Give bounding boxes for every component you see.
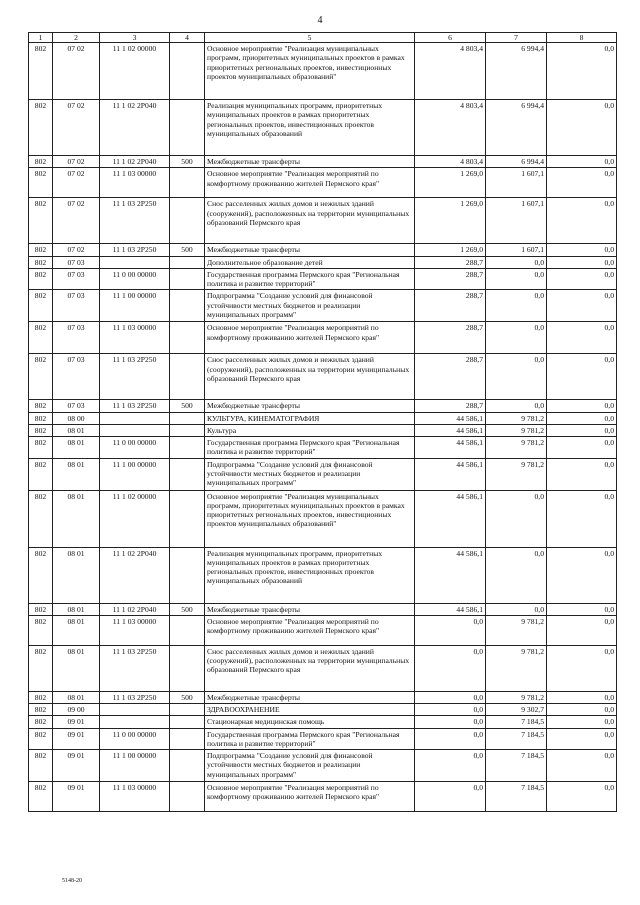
table-cell-col8: 0,0: [547, 168, 617, 198]
table-row: [29, 424, 617, 436]
table-row: [29, 615, 617, 645]
table-cell-col2: 07 03: [53, 322, 100, 354]
table-cell-col5: Реализация муниципальных программ, приоритетных муниципальных проектов в рамках приоритетных региональных проектов, инвестиционных проектов муниципальных образований: [205, 547, 415, 603]
table-cell-col1: 802: [29, 354, 53, 400]
table-cell-col5: ЗДРАВООХРАНЕНИЕ: [205, 704, 415, 716]
table-cell-col4: [170, 43, 205, 100]
table-cell-col6: 1 269,0: [415, 244, 486, 256]
table-cell-col3: 11 1 03 2P250: [100, 354, 170, 400]
table-cell-col8: 0,0: [547, 490, 617, 547]
table-cell-col4: 500: [170, 603, 205, 615]
table-cell-col8: 0,0: [547, 198, 617, 244]
table-cell-col6: 288,7: [415, 290, 486, 322]
table-cell-col1: 802: [29, 290, 53, 322]
table-cell-col2: 08 01: [53, 645, 100, 691]
table-cell-col7: 0,0: [486, 603, 547, 615]
table-cell-col4: [170, 437, 205, 459]
table-cell-col8: 0,0: [547, 782, 617, 812]
table-cell-col5: Основное мероприятие "Реализация мероприятий по комфортному проживанию жителей Пермского края": [205, 168, 415, 198]
table-cell-col1: 802: [29, 198, 53, 244]
table-cell-col3: 11 1 03 00000: [100, 322, 170, 354]
table-cell-col4: [170, 268, 205, 290]
table-cell-col4: [170, 256, 205, 268]
table-cell-col4: [170, 354, 205, 400]
table-cell-col7: 7 184,5: [486, 728, 547, 750]
table-cell-col2: 08 01: [53, 603, 100, 615]
table-cell-col6: 0,0: [415, 691, 486, 703]
table-cell-col1: 802: [29, 547, 53, 603]
table-cell-col6: 4 803,4: [415, 156, 486, 168]
table-cell-col7: 0,0: [486, 290, 547, 322]
table-cell-col3: 11 1 00 00000: [100, 458, 170, 490]
table-cell-col2: 08 01: [53, 424, 100, 436]
table-cell-col6: 0,0: [415, 704, 486, 716]
table-row: [29, 400, 617, 412]
table-cell-col3: 11 1 03 00000: [100, 782, 170, 812]
table-row: [29, 782, 617, 812]
table-cell-col2: 08 01: [53, 458, 100, 490]
table-row: [29, 603, 617, 615]
table-cell-col3: [100, 424, 170, 436]
table-cell-col6: 0,0: [415, 716, 486, 728]
table-cell-col6: 4 803,4: [415, 43, 486, 100]
table-cell-col4: [170, 645, 205, 691]
table-cell-col4: [170, 458, 205, 490]
table-row: [29, 412, 617, 424]
table-cell-col8: 0,0: [547, 354, 617, 400]
table-cell-col6: 1 269,0: [415, 198, 486, 244]
table-row: [29, 437, 617, 459]
table-cell-col4: 500: [170, 400, 205, 412]
table-cell-col7: 6 994,4: [486, 156, 547, 168]
table-cell-col8: 0,0: [547, 43, 617, 100]
table-cell-col7: 9 781,2: [486, 691, 547, 703]
table-cell-col5: Подпрограмма "Создание условий для финансовой устойчивости местных бюджетов и реализации муниципальных программ": [205, 750, 415, 782]
table-cell-col3: [100, 716, 170, 728]
table-cell-col3: [100, 256, 170, 268]
table-cell-col7: 7 184,5: [486, 782, 547, 812]
table-cell-col7: 0,0: [486, 400, 547, 412]
table-cell-col4: 500: [170, 691, 205, 703]
table-cell-col1: 802: [29, 645, 53, 691]
table-cell-col1: 802: [29, 43, 53, 100]
table-cell-col5: Основное мероприятие "Реализация мероприятий по комфортному проживанию жителей Пермского края": [205, 322, 415, 354]
table-cell-col4: [170, 750, 205, 782]
table-cell-col5: Межбюджетные трансферты: [205, 156, 415, 168]
table-cell-col8: 0,0: [547, 424, 617, 436]
table-cell-col3: 11 1 03 00000: [100, 168, 170, 198]
table-cell-col5: Основное мероприятие "Реализация мероприятий по комфортному проживанию жителей Пермского края": [205, 615, 415, 645]
document-code: 5148-20: [62, 878, 82, 884]
table-cell-col3: 11 1 03 2P250: [100, 400, 170, 412]
table-cell-col5: Подпрограмма "Создание условий для финансовой устойчивости местных бюджетов и реализации муниципальных программ": [205, 290, 415, 322]
table-cell-col6: 0,0: [415, 645, 486, 691]
table-cell-col2: 08 01: [53, 691, 100, 703]
table-cell-col6: 4 803,4: [415, 100, 486, 156]
table-cell-col6: 0,0: [415, 728, 486, 750]
table-cell-col4: [170, 782, 205, 812]
table-cell-col4: [170, 168, 205, 198]
table-cell-col2: 09 01: [53, 750, 100, 782]
table-cell-col8: 0,0: [547, 704, 617, 716]
table-cell-col6: 44 586,1: [415, 547, 486, 603]
table-row: [29, 244, 617, 256]
table-cell-col8: 0,0: [547, 322, 617, 354]
table-cell-col3: 11 1 02 2P040: [100, 156, 170, 168]
table-cell-col7: 9 781,2: [486, 424, 547, 436]
table-cell-col3: 11 1 02 2P040: [100, 100, 170, 156]
table-row: [29, 168, 617, 198]
table-cell-col6: 44 586,1: [415, 603, 486, 615]
table-cell-col7: 1 607,1: [486, 168, 547, 198]
table-cell-col1: 802: [29, 782, 53, 812]
table-cell-col2: 09 00: [53, 704, 100, 716]
table-cell-col2: 08 01: [53, 437, 100, 459]
table-row: [29, 100, 617, 156]
table-cell-col1: 802: [29, 716, 53, 728]
table-cell-col3: 11 0 00 00000: [100, 437, 170, 459]
table-cell-col1: 802: [29, 750, 53, 782]
table-row: [29, 645, 617, 691]
table-cell-col4: [170, 704, 205, 716]
table-row: [29, 290, 617, 322]
table-cell-col5: Реализация муниципальных программ, приоритетных муниципальных проектов в рамках приоритетных региональных проектов, инвестиционных проектов муниципальных образований: [205, 100, 415, 156]
table-cell-col5: Межбюджетные трансферты: [205, 691, 415, 703]
table-cell-col4: [170, 728, 205, 750]
table-cell-col7: 0,0: [486, 354, 547, 400]
table-cell-col2: 07 02: [53, 244, 100, 256]
table-cell-col1: 802: [29, 244, 53, 256]
col-header: 4: [170, 33, 205, 43]
table-cell-col7: 7 184,5: [486, 750, 547, 782]
table-cell-col3: 11 1 03 2P250: [100, 198, 170, 244]
table-cell-col4: [170, 490, 205, 547]
table-cell-col7: 0,0: [486, 490, 547, 547]
table-cell-col6: 44 586,1: [415, 458, 486, 490]
table-cell-col2: 07 03: [53, 256, 100, 268]
table-body: [29, 43, 617, 812]
budget-table: [28, 32, 617, 812]
table-cell-col6: 44 586,1: [415, 424, 486, 436]
table-cell-col1: 802: [29, 412, 53, 424]
table-cell-col2: 07 03: [53, 354, 100, 400]
table-cell-col3: 11 1 02 00000: [100, 43, 170, 100]
table-cell-col2: 07 02: [53, 100, 100, 156]
table-cell-col6: 0,0: [415, 615, 486, 645]
table-cell-col5: Культура: [205, 424, 415, 436]
table-cell-col1: 802: [29, 704, 53, 716]
table-cell-col3: 11 1 03 2P250: [100, 244, 170, 256]
table-cell-col5: Снос расселенных жилых домов и нежилых зданий (сооружений), расположенных на территории муниципальных образований Пермского края: [205, 354, 415, 400]
table-cell-col7: 9 781,2: [486, 645, 547, 691]
table-cell-col6: 1 269,0: [415, 168, 486, 198]
table-cell-col7: 6 994,4: [486, 100, 547, 156]
table-cell-col3: 11 0 00 00000: [100, 728, 170, 750]
table-cell-col5: Подпрограмма "Создание условий для финансовой устойчивости местных бюджетов и реализации муниципальных программ": [205, 458, 415, 490]
table-cell-col8: 0,0: [547, 750, 617, 782]
table-cell-col8: 0,0: [547, 603, 617, 615]
table-cell-col4: 500: [170, 244, 205, 256]
table-cell-col3: 11 1 02 00000: [100, 490, 170, 547]
table-cell-col4: [170, 100, 205, 156]
table-cell-col4: 500: [170, 156, 205, 168]
table-cell-col4: [170, 547, 205, 603]
table-cell-col7: 9 781,2: [486, 437, 547, 459]
table-row: [29, 256, 617, 268]
table-cell-col6: 44 586,1: [415, 437, 486, 459]
table-row: [29, 43, 617, 100]
table-row: [29, 198, 617, 244]
table-cell-col5: Государственная программа Пермского края "Региональная политика и развитие территорий": [205, 268, 415, 290]
table-cell-col6: 288,7: [415, 256, 486, 268]
table-cell-col8: 0,0: [547, 716, 617, 728]
table-cell-col7: 6 994,4: [486, 43, 547, 100]
table-cell-col7: 9 302,7: [486, 704, 547, 716]
table-cell-col1: 802: [29, 268, 53, 290]
table-cell-col6: 44 586,1: [415, 412, 486, 424]
table-cell-col7: 1 607,1: [486, 244, 547, 256]
table-cell-col5: Стационарная медицинская помощь: [205, 716, 415, 728]
table-cell-col5: Основное мероприятие "Реализация муниципальных программ, приоритетных муниципальных проектов в рамках приоритетных региональных проектов, инвестиционных проектов муниципальных образований": [205, 490, 415, 547]
table-cell-col3: [100, 704, 170, 716]
table-cell-col1: 802: [29, 615, 53, 645]
table-cell-col7: 9 781,2: [486, 412, 547, 424]
table-cell-col1: 802: [29, 603, 53, 615]
table-row: [29, 490, 617, 547]
table-cell-col2: 07 02: [53, 168, 100, 198]
table-cell-col8: 0,0: [547, 290, 617, 322]
page-number: 4: [317, 15, 323, 26]
table-cell-col2: 07 03: [53, 290, 100, 322]
table-cell-col1: 802: [29, 458, 53, 490]
col-header: 5: [205, 33, 415, 43]
table-cell-col5: КУЛЬТУРА, КИНЕМАТОГРАФИЯ: [205, 412, 415, 424]
table-cell-col6: 288,7: [415, 354, 486, 400]
table-row: [29, 728, 617, 750]
col-header: 8: [547, 33, 617, 43]
table-cell-col1: 802: [29, 490, 53, 547]
table-cell-col8: 0,0: [547, 244, 617, 256]
table-cell-col3: 11 0 00 00000: [100, 268, 170, 290]
table-row: [29, 322, 617, 354]
table-cell-col4: [170, 424, 205, 436]
table-cell-col5: Дополнительное образование детей: [205, 256, 415, 268]
table-cell-col6: 44 586,1: [415, 490, 486, 547]
table-cell-col4: [170, 290, 205, 322]
table-cell-col1: 802: [29, 691, 53, 703]
table-cell-col2: 08 01: [53, 547, 100, 603]
table-cell-col5: Межбюджетные трансферты: [205, 400, 415, 412]
table-cell-col2: 07 03: [53, 400, 100, 412]
table-cell-col2: 08 01: [53, 490, 100, 547]
table-row: [29, 750, 617, 782]
table-cell-col7: 7 184,5: [486, 716, 547, 728]
table-cell-col4: [170, 322, 205, 354]
table-cell-col2: 09 01: [53, 782, 100, 812]
table-cell-col3: 11 1 03 2P250: [100, 645, 170, 691]
table-cell-col5: Межбюджетные трансферты: [205, 603, 415, 615]
table-cell-col1: 802: [29, 728, 53, 750]
table-cell-col7: 0,0: [486, 547, 547, 603]
table-row: [29, 268, 617, 290]
table-cell-col1: 802: [29, 256, 53, 268]
table-cell-col5: Государственная программа Пермского края "Региональная политика и развитие территорий": [205, 728, 415, 750]
table-cell-col4: [170, 412, 205, 424]
table-cell-col5: Межбюджетные трансферты: [205, 244, 415, 256]
table-cell-col8: 0,0: [547, 156, 617, 168]
table-cell-col8: 0,0: [547, 615, 617, 645]
table-cell-col6: 288,7: [415, 268, 486, 290]
table-cell-col3: 11 1 00 00000: [100, 750, 170, 782]
table-cell-col8: 0,0: [547, 256, 617, 268]
table-cell-col1: 802: [29, 156, 53, 168]
table-cell-col8: 0,0: [547, 645, 617, 691]
table-cell-col2: 07 03: [53, 268, 100, 290]
table-cell-col2: 09 01: [53, 728, 100, 750]
table-cell-col2: 07 02: [53, 43, 100, 100]
col-header: 6: [415, 33, 486, 43]
table-cell-col8: 0,0: [547, 547, 617, 603]
table-cell-col2: 07 02: [53, 198, 100, 244]
table-cell-col5: Основное мероприятие "Реализация мероприятий по комфортному проживанию жителей Пермского края": [205, 782, 415, 812]
col-header: 2: [53, 33, 100, 43]
table-cell-col1: 802: [29, 400, 53, 412]
table-cell-col8: 0,0: [547, 691, 617, 703]
table-cell-col8: 0,0: [547, 400, 617, 412]
table-cell-col3: [100, 412, 170, 424]
table-cell-col2: 09 01: [53, 716, 100, 728]
table-cell-col6: 288,7: [415, 400, 486, 412]
table-cell-col7: 0,0: [486, 256, 547, 268]
table-cell-col1: 802: [29, 168, 53, 198]
table-row: [29, 156, 617, 168]
table-cell-col7: 9 781,2: [486, 615, 547, 645]
table-cell-col8: 0,0: [547, 412, 617, 424]
table-cell-col7: 1 607,1: [486, 198, 547, 244]
table-cell-col6: 0,0: [415, 782, 486, 812]
col-header: 7: [486, 33, 547, 43]
table-row: [29, 547, 617, 603]
table-row: [29, 458, 617, 490]
table-cell-col1: 802: [29, 437, 53, 459]
table-cell-col6: 288,7: [415, 322, 486, 354]
table-cell-col5: Снос расселенных жилых домов и нежилых зданий (сооружений), расположенных на территории муниципальных образований Пермского края: [205, 198, 415, 244]
table-cell-col8: 0,0: [547, 437, 617, 459]
table-cell-col6: 0,0: [415, 750, 486, 782]
table-cell-col7: 9 781,2: [486, 458, 547, 490]
table-cell-col3: 11 1 03 00000: [100, 615, 170, 645]
table-cell-col4: [170, 198, 205, 244]
table-cell-col8: 0,0: [547, 728, 617, 750]
table-cell-col5: Основное мероприятие "Реализация муниципальных программ, приоритетных муниципальных проектов в рамках приоритетных региональных проектов, инвестиционных проектов муниципальных образований": [205, 43, 415, 100]
table-cell-col2: 08 01: [53, 615, 100, 645]
table-row: [29, 704, 617, 716]
col-header: 1: [29, 33, 53, 43]
table-row: [29, 354, 617, 400]
table-cell-col2: 08 00: [53, 412, 100, 424]
table-cell-col5: Государственная программа Пермского края "Региональная политика и развитие территорий": [205, 437, 415, 459]
table-cell-col7: 0,0: [486, 268, 547, 290]
table-cell-col3: 11 1 03 2P250: [100, 691, 170, 703]
table-cell-col5: Снос расселенных жилых домов и нежилых зданий (сооружений), расположенных на территории муниципальных образований Пермского края: [205, 645, 415, 691]
table-cell-col8: 0,0: [547, 458, 617, 490]
table-cell-col3: 11 1 00 00000: [100, 290, 170, 322]
table-cell-col3: 11 1 02 2P040: [100, 603, 170, 615]
table-cell-col8: 0,0: [547, 100, 617, 156]
table-cell-col1: 802: [29, 424, 53, 436]
table-cell-col4: [170, 615, 205, 645]
table-cell-col8: 0,0: [547, 268, 617, 290]
table-row: [29, 716, 617, 728]
table-cell-col7: 0,0: [486, 322, 547, 354]
col-header: 3: [100, 33, 170, 43]
table-cell-col3: 11 1 02 2P040: [100, 547, 170, 603]
table-cell-col1: 802: [29, 322, 53, 354]
table-row: [29, 691, 617, 703]
table-cell-col2: 07 02: [53, 156, 100, 168]
table-cell-col4: [170, 716, 205, 728]
table-cell-col1: 802: [29, 100, 53, 156]
header-row: [29, 33, 617, 43]
